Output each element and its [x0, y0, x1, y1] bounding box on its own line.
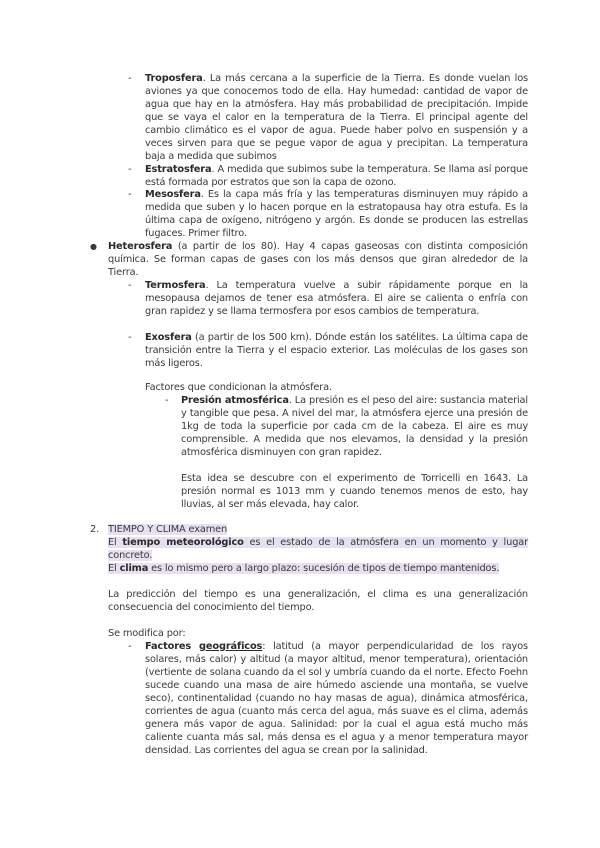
factores-geograficos-paragraph [145, 640, 528, 757]
dash-bullet: - [128, 641, 132, 652]
presion-text: . La presión es el peso del aire: sustancia material y tangible que pesa. A nivel del mar, la atmósfera ejerce una presión de 1kg de toda la superficie por cada cm de la cabeza. El aire es muy comprensible. A medida que nos elevamos, la densidad y la presión atmosférica disminuyen con gran rapidez. [181, 395, 528, 458]
mesosfera-term: Mesosfera [145, 189, 201, 200]
termosfera-paragraph [145, 279, 528, 318]
presion-term: Presión atmosférica [181, 395, 289, 406]
factores-atmosfera-title: Factores que condicionan la atmósfera. [145, 382, 333, 393]
estratosfera-paragraph [145, 163, 528, 189]
clima-term: clima [119, 563, 149, 574]
exosfera-term: Exosfera [145, 332, 192, 343]
dash-bullet: - [128, 73, 132, 84]
clima-paragraph [108, 562, 528, 575]
prediccion-paragraph: La predicción del tiempo es una generalización, el clima es una generalización consecuencia del conocimiento del tiempo. [108, 589, 528, 613]
termosfera-term: Termosfera [145, 280, 206, 291]
clima-text: es lo mismo pero a largo plazo: sucesión de tipos de tiempo mantenidos. [148, 563, 500, 574]
clima-pre: El [108, 563, 120, 574]
presion-paragraph [181, 394, 528, 459]
heterosfera-paragraph [108, 240, 528, 279]
tiempo-text: es el estado de la atmósfera en un momento y lugar concreto. [108, 537, 528, 561]
mesosfera-paragraph [145, 188, 528, 240]
troposfera-text: . La más cercana a la superficie de la Tierra. Es donde vuelan los aviones ya que conocemos todo de ella. Hay humedad: cantidad de vapor de agua que hay en la atmósfera. Hay más probabilidad de precipitación. Impide que se vaya el calor en la temperatura de la Tierra. El principal agente del cambio climático es el vapor de agua. Puede haber polvo en suspensión y a veces sirven para que se pegue vapor de agua y precipitan. La temperatura baja a medida que subimos [145, 73, 528, 162]
mesosfera-text: . Es la capa más fría y las temperaturas disminuyen muy rápido a medida que suben y lo hacen porque en la estratopausa hay otra estufa. Es la última capa de oxígeno, nitrógeno y argón. Es donde se producen las estrellas fugaces. Primer filtro. [145, 189, 528, 239]
estratosfera-term: Estratosfera [145, 164, 212, 175]
dash-bullet: - [128, 189, 132, 200]
factores-term: Factores [145, 641, 200, 652]
exosfera-text: (a partir de los 500 km). Dónde están los satélites. La última capa de transición entre la Tierra y el espacio exterior. Las moléculas de los gases son más ligeros. [145, 332, 528, 369]
modifica-label: Se modifica por: [108, 628, 186, 639]
factores-text: : latitud (a mayor perpendicularidad de los rayos solares, más calor) y altitud (a mayor altitud, menor temperatura), orientación (vertiente de solana cuando da el sol y umbría cuando da el norte. Efecto Foehn sucede cuando una masa de aire húmedo asciende una montaña, se vuelve seco), continentalidad (cuando no hay masas de agua), dinámica atmosférica, corrientes de agua (cuanto más cerca del agua, más suave es el clima, además genera más vapor de agua. Salinidad: por la cual el agua está mucho más caliente cuanta más sal, más densa es el agua y a menor temperatura mayor densidad. Las corrientes del agua se crean por la salinidad. [145, 641, 528, 756]
troposfera-paragraph [145, 72, 528, 163]
dot-bullet: ● [90, 242, 97, 251]
section-title-text: TIEMPO Y CLIMA examen [108, 524, 228, 535]
tiempo-term: tiempo meteorológico [122, 537, 244, 548]
tiempo-paragraph [108, 536, 528, 562]
section-number: 2. [90, 524, 100, 535]
dash-bullet: - [128, 280, 132, 291]
exosfera-paragraph [145, 331, 528, 370]
troposfera-term: Troposfera [145, 73, 203, 84]
factores-geo-term: geográficos [199, 641, 263, 652]
dash-bullet: - [128, 164, 132, 175]
estratosfera-text: . A medida que subimos sube la temperatura. Se llama así porque está formada por estratos que son la capa de ozono. [145, 164, 528, 188]
heterosfera-text: (a partir de los 80). Hay 4 capas gaseosas con distinta composición química. Se forman capas de gases con los más densos que giran alrededor de la Tierra. [108, 241, 528, 278]
termosfera-text: . La temperatura vuelve a subir rápidamente porque en la mesopausa dejamos de tener esa atmósfera. El aire se calienta o enfría con gran rapidez y se llama termosfera por esos cambios de temperatura. [145, 280, 528, 317]
presion-extra-paragraph: Esta idea se descubre con el experimento de Torricelli en 1643. La presión normal es 1013 mm y cuando tenemos menos de esto, hay lluvias, al ser más elevada, hay calor. [181, 473, 528, 510]
dash-bullet: - [165, 395, 169, 406]
dash-bullet: - [128, 332, 132, 343]
section-title [108, 523, 528, 536]
tiempo-pre: El [108, 537, 123, 548]
heterosfera-term: Heterosfera [108, 241, 173, 252]
